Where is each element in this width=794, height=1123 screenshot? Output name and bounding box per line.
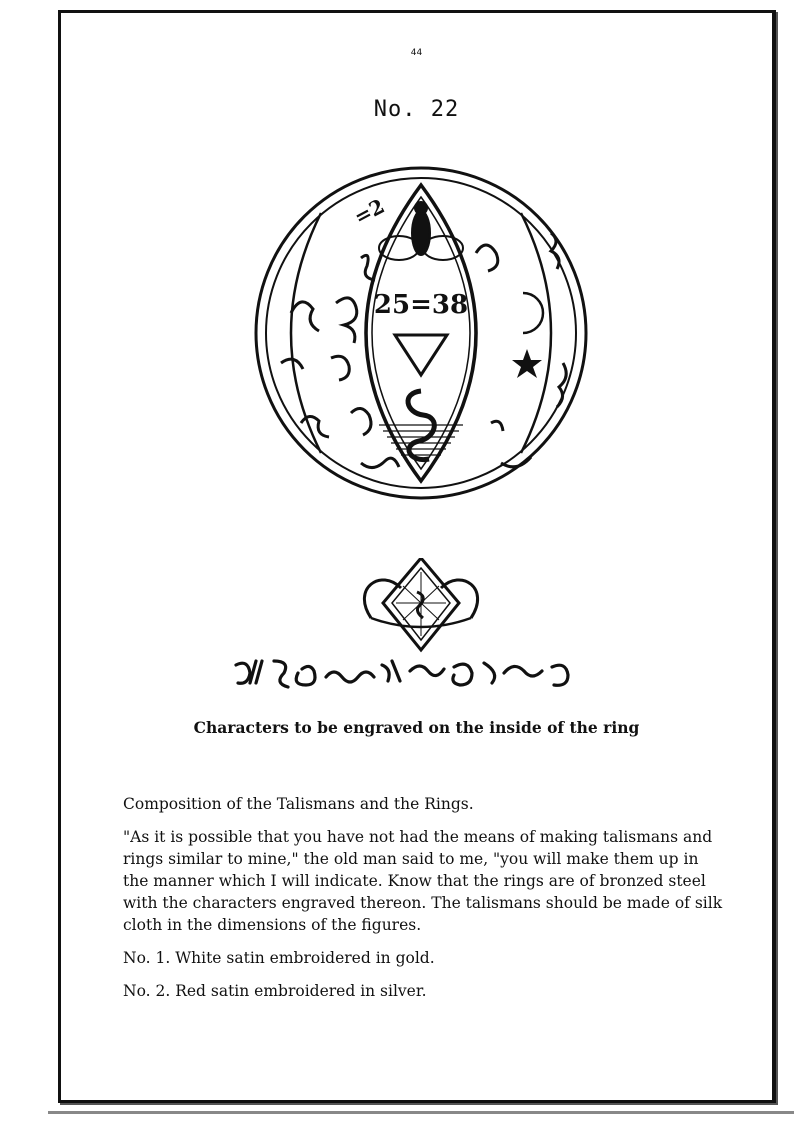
list-item-1: No. 1. White satin embroidered in gold. bbox=[123, 949, 435, 967]
page-number: 44 bbox=[410, 48, 423, 58]
ring-caption: Characters to be engraved on the inside of the ring bbox=[193, 718, 640, 737]
ring-glyph bbox=[417, 592, 423, 618]
page-bottom-rule bbox=[48, 1111, 794, 1114]
ring-illustration bbox=[351, 558, 491, 668]
section-heading: Composition of the Talismans and the Rings. bbox=[123, 795, 474, 813]
body-text bbox=[123, 793, 723, 1013]
page-frame bbox=[58, 10, 776, 1103]
talisman-seal-illustration bbox=[251, 163, 591, 503]
rim-equation: =2 bbox=[350, 193, 389, 230]
star-icon bbox=[512, 349, 542, 378]
triangle-icon bbox=[395, 335, 447, 375]
ring-inscription-characters bbox=[226, 653, 596, 693]
moon-icon bbox=[523, 293, 543, 333]
list-item-2: No. 2. Red satin embroidered in silver. bbox=[123, 982, 427, 1000]
body-paragraph: "As it is possible that you have not had the means of making talismans and rings similar to mine," the old man said to me, "you will make them up in the manner which I will indicate. Know that the rings are of bronzed steel with the characters engraved thereon. The talismans should be made of silk cloth in the dimensions of the figures. bbox=[123, 828, 723, 934]
seal-equation: 25=38 bbox=[373, 290, 469, 320]
magical-characters bbox=[281, 233, 566, 468]
talisman-number: No. 22 bbox=[373, 97, 460, 122]
